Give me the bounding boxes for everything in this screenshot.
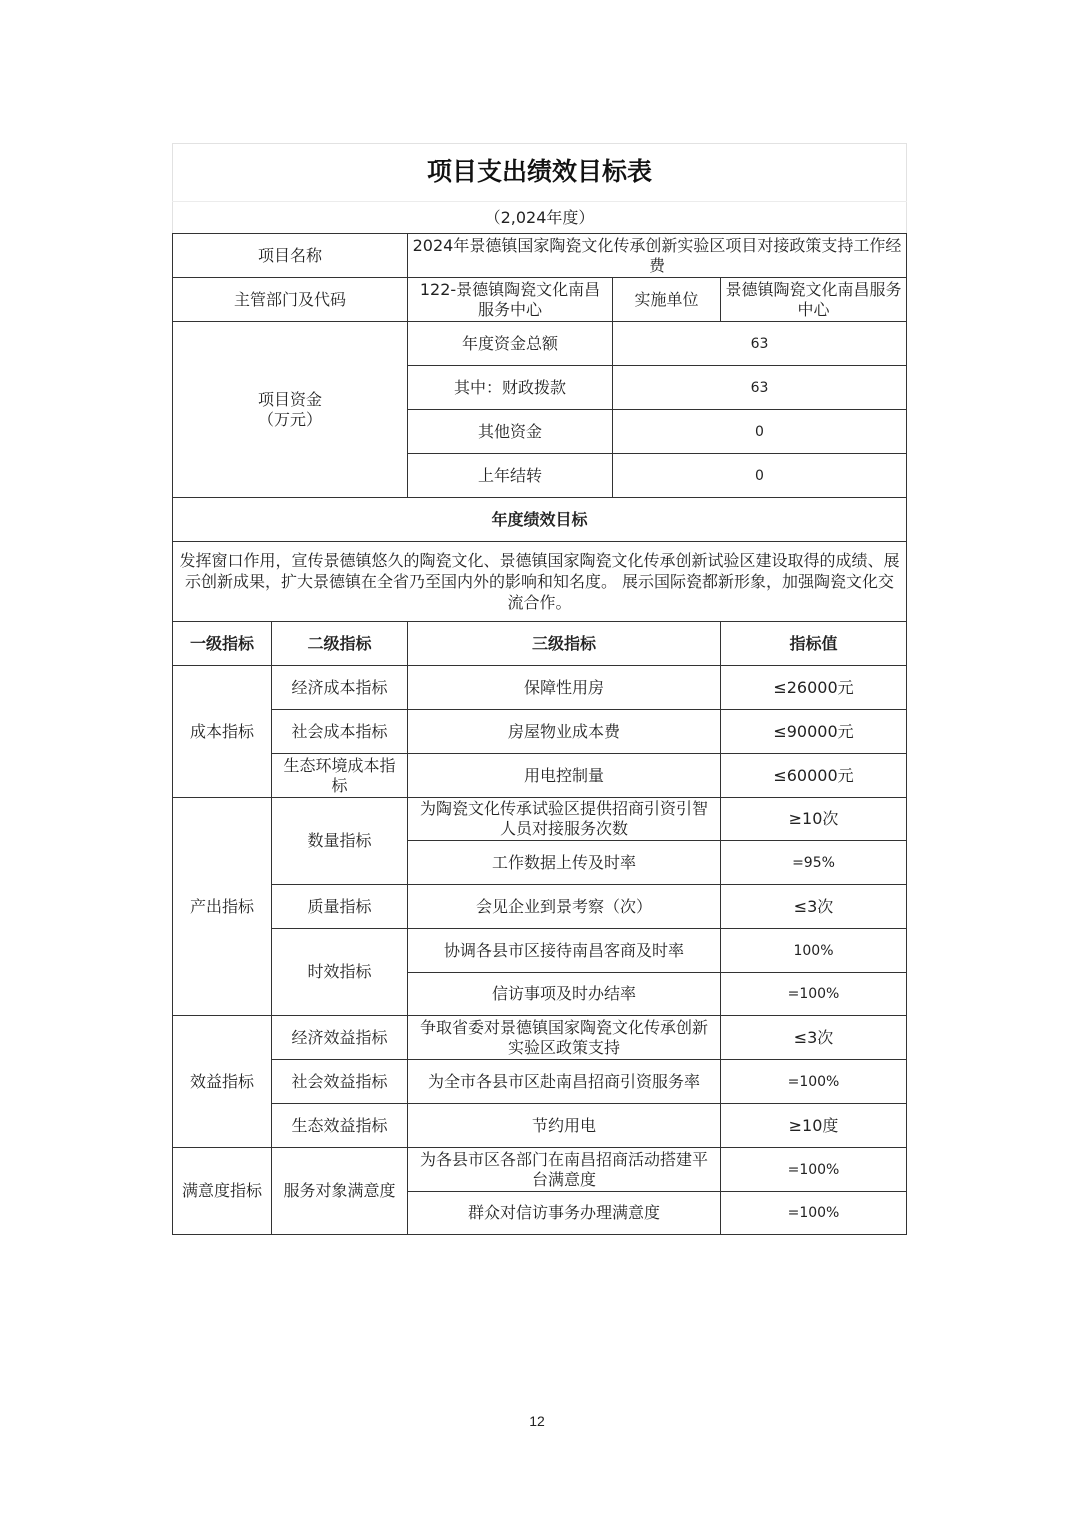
level2-economic-benefit: 经济效益指标: [271, 1015, 408, 1060]
level3-name: 工作数据上传及时率: [407, 840, 721, 885]
funds-label: 项目资金（万元）: [172, 321, 408, 498]
level3-name: 为各县市区各部门在南昌招商活动搭建平台满意度: [407, 1147, 721, 1192]
level3-name: 为全市各县市区赴南昌招商引资服务率: [407, 1059, 721, 1104]
annual-goal-header: 年度绩效目标: [172, 497, 907, 542]
level3-name: 保障性用房: [407, 665, 721, 710]
level3-value: ≤26000元: [720, 665, 907, 710]
level3-value: ≤3次: [720, 1015, 907, 1060]
level3-name: 为陶瓷文化传承试验区提供招商引资引智人员对接服务次数: [407, 797, 721, 841]
level3-value: ≤3次: [720, 884, 907, 929]
level3-value: =100%: [720, 1191, 907, 1235]
header-value: 指标值: [720, 621, 907, 666]
level3-name: 会见企业到景考察（次）: [407, 884, 721, 929]
level2-eco-cost: 生态环境成本指标: [271, 753, 408, 798]
level3-value: ≥10度: [720, 1103, 907, 1148]
impl-label: 实施单位: [612, 277, 721, 322]
annual-goal-text: 发挥窗口作用，宣传景德镇悠久的陶瓷文化、景德镇国家陶瓷文化传承创新试验区建设取得的成绩、展示创新成果，扩大景德镇在全省乃至国内外的影响和知名度。 展示国际瓷都新形象，加强陶瓷文化交流合作。: [172, 541, 907, 622]
fund-other-value: 0: [612, 409, 907, 454]
level1-output: 产出指标: [172, 797, 272, 1016]
level1-cost: 成本指标: [172, 665, 272, 798]
level3-name: 用电控制量: [407, 753, 721, 798]
level3-value: ≥10次: [720, 797, 907, 841]
level3-name: 节约用电: [407, 1103, 721, 1148]
level2-timeliness: 时效指标: [271, 928, 408, 1016]
header-level2: 二级指标: [271, 621, 408, 666]
fund-total-label: 年度资金总额: [407, 321, 613, 366]
page-number: 12: [529, 1413, 545, 1429]
level3-name: 争取省委对景德镇国家陶瓷文化传承创新实验区政策支持: [407, 1015, 721, 1060]
header-level3: 三级指标: [407, 621, 721, 666]
level2-social-benefit: 社会效益指标: [271, 1059, 408, 1104]
level3-name: 信访事项及时办结率: [407, 972, 721, 1016]
fund-fiscal-value: 63: [612, 365, 907, 410]
level3-name: 群众对信访事务办理满意度: [407, 1191, 721, 1235]
level3-value: =100%: [720, 1147, 907, 1192]
impl-value: 景德镇陶瓷文化南昌服务中心: [720, 277, 907, 322]
level3-value: =100%: [720, 1059, 907, 1104]
project-name-label: 项目名称: [172, 233, 408, 278]
level2-eco-benefit: 生态效益指标: [271, 1103, 408, 1148]
level3-value: ≤60000元: [720, 753, 907, 798]
fund-carryover-value: 0: [612, 453, 907, 498]
fund-total-value: 63: [612, 321, 907, 366]
fiscal-year: （2,024年度）: [484, 207, 595, 227]
level3-value: 100%: [720, 928, 907, 973]
fund-other-label: 其他资金: [407, 409, 613, 454]
level2-social-cost: 社会成本指标: [271, 709, 408, 754]
document-title: 项目支出绩效目标表: [426, 157, 652, 186]
level3-value: =100%: [720, 972, 907, 1016]
level1-satisfaction: 满意度指标: [172, 1147, 272, 1235]
level2-quality: 质量指标: [271, 884, 408, 929]
dept-value: 122-景德镇陶瓷文化南昌服务中心: [407, 277, 613, 322]
level3-name: 协调各县市区接待南昌客商及时率: [407, 928, 721, 973]
level2-quantity: 数量指标: [271, 797, 408, 885]
level3-value: ≤90000元: [720, 709, 907, 754]
fund-fiscal-label: 其中：财政拨款: [407, 365, 613, 410]
level2-service-satisfaction: 服务对象满意度: [271, 1147, 408, 1235]
header-level1: 一级指标: [172, 621, 272, 666]
level2-economic-cost: 经济成本指标: [271, 665, 408, 710]
level3-value: =95%: [720, 840, 907, 885]
dept-label: 主管部门及代码: [172, 277, 408, 322]
level1-benefit: 效益指标: [172, 1015, 272, 1148]
level3-name: 房屋物业成本费: [407, 709, 721, 754]
project-name-value: 2024年景德镇国家陶瓷文化传承创新实验区项目对接政策支持工作经费: [407, 233, 907, 278]
fund-carryover-label: 上年结转: [407, 453, 613, 498]
